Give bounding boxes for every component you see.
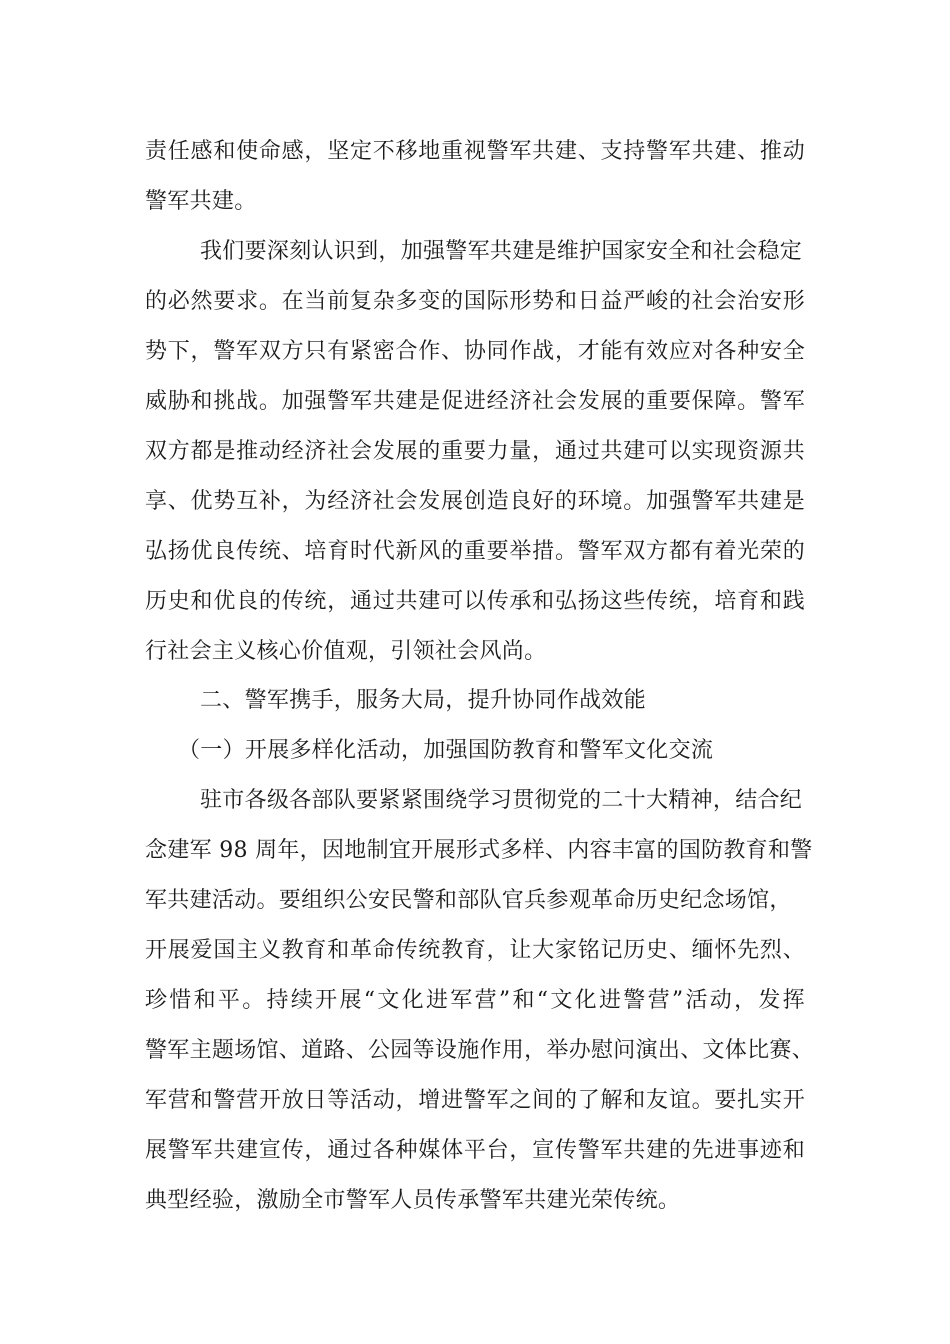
text-line: 责任感和使命感，坚定不移地重视警军共建、支持警军共建、推动: [145, 139, 805, 164]
text-line: 军营和警营开放日等活动，增进警军之间的了解和友谊。要扎实开: [145, 1088, 805, 1113]
text-line: 军共建活动。要组织公安民警和部队官兵参观革命历史纪念场馆，: [145, 888, 792, 913]
text-line: 的必然要求。在当前复杂多变的国际形势和日益严峻的社会治安形: [145, 289, 805, 314]
text-line: 双方都是推动经济社会发展的重要力量，通过共建可以实现资源共: [145, 439, 805, 464]
section-heading: 二、警军携手，服务大局，提升协同作战效能: [200, 688, 647, 713]
text-line: 享、优势互补，为经济社会发展创造良好的环境。加强警军共建是: [145, 489, 805, 514]
text-line: 威胁和挑战。加强警军共建是促进经济社会发展的重要保障。警军: [145, 389, 805, 414]
text-line: 珍惜和平。持续开展“文化进军营”和“文化进警营”活动，发挥: [145, 988, 805, 1013]
text-line: 典型经验，激励全市警军人员传承警军共建光荣传统。: [145, 1188, 681, 1213]
text-line: 弘扬优良传统、培育时代新风的重要举措。警军双方都有着光荣的: [145, 539, 805, 564]
text-line: 开展爱国主义教育和革命传统教育，让大家铭记历史、缅怀先烈、: [145, 938, 805, 963]
text-line: 警军主题场馆、道路、公园等设施作用，举办慰问演出、文体比赛、: [145, 1038, 815, 1063]
text-line: 行社会主义核心价值观，引领社会风尚。: [145, 639, 547, 664]
text-line: 展警军共建宣传，通过各种媒体平台，宣传警军共建的先进事迹和: [145, 1138, 805, 1163]
paragraph-first-line: 驻市各级各部队要紧紧围绕学习贯彻党的二十大精神，结合纪: [200, 788, 803, 813]
text-line: 势下，警军双方只有紧密合作、协同作战，才能有效应对各种安全: [145, 339, 805, 364]
text-line: 警军共建。: [145, 189, 257, 214]
text-line: 念建军 98 周年，因地制宜开展形式多样、内容丰富的国防教育和警: [145, 838, 813, 863]
text-line: 历史和优良的传统，通过共建可以传承和弘扬这些传统，培育和践: [145, 589, 805, 614]
paragraph-first-line: 我们要深刻认识到，加强警军共建是维护国家安全和社会稳定: [200, 239, 803, 264]
subsection-heading: （一）开展多样化活动，加强国防教育和警军文化交流: [178, 738, 714, 763]
